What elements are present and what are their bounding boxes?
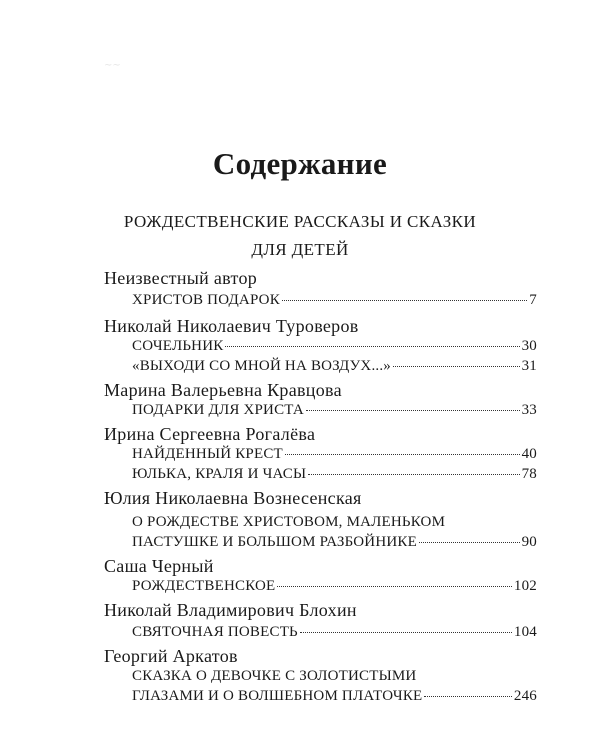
section-heading-line-2: ДЛЯ ДЕТЕЙ (251, 240, 349, 259)
toc-entry-page: 30 (521, 338, 537, 354)
toc-author: Неизвестный автор (104, 268, 258, 288)
toc-entry-page: 78 (521, 466, 537, 482)
leader-dots (285, 454, 520, 455)
toc-entry-page: 90 (521, 534, 537, 550)
toc-author: Георгий Аркатов (104, 646, 238, 666)
leader-dots (306, 410, 520, 411)
toc-entry-page: 104 (513, 624, 537, 640)
toc-entry-title-line-1: СКАЗКА О ДЕВОЧКЕ С ЗОЛОТИСТЫМИ (132, 668, 417, 684)
toc-entry[interactable] (132, 358, 537, 375)
toc-entry[interactable] (132, 446, 537, 463)
toc-entry[interactable] (132, 624, 537, 641)
toc-entry[interactable] (132, 688, 537, 705)
toc-entry[interactable] (132, 466, 537, 483)
toc-author: Саша Черный (104, 556, 214, 576)
leader-dots (308, 474, 519, 475)
section-heading-line-1: РОЖДЕСТВЕНСКИЕ РАССКАЗЫ И СКАЗКИ (123, 212, 477, 231)
leader-dots (393, 366, 520, 367)
toc-entry-title-line-1: О РОЖДЕСТВЕ ХРИСТОВОМ, МАЛЕНЬКОМ (132, 514, 446, 530)
toc-entry-title: ПОДАРКИ ДЛЯ ХРИСТА (132, 402, 304, 418)
toc-entry-page: 40 (521, 446, 537, 462)
toc-entry-title: РОЖДЕСТВЕНСКОЕ (132, 578, 276, 594)
page-artifact: ∼∼ (104, 60, 121, 71)
leader-dots (225, 346, 519, 347)
leader-dots (277, 586, 511, 587)
toc-entry-title: НАЙДЕННЫЙ КРЕСТ (132, 446, 283, 462)
toc-entry-title: СВЯТОЧНАЯ ПОВЕСТЬ (132, 624, 298, 640)
leader-dots (424, 696, 511, 697)
toc-entry-title: ХРИСТОВ ПОДАРОК (132, 292, 280, 308)
toc-entry[interactable] (132, 402, 537, 419)
toc-entry-page: 31 (521, 358, 537, 374)
toc-author: Николай Николаевич Туроверов (104, 316, 359, 336)
toc-author: Юлия Николаевна Вознесенская (104, 488, 362, 508)
toc-entry-page: 7 (529, 292, 537, 308)
leader-dots (419, 542, 520, 543)
toc-entry[interactable] (132, 578, 537, 595)
leader-dots (282, 300, 527, 301)
toc-entry-title: «ВЫХОДИ СО МНОЙ НА ВОЗДУХ...» (132, 358, 391, 374)
toc-entry-title: ПАСТУШКЕ И БОЛЬШОМ РАЗБОЙНИКЕ (132, 534, 417, 550)
page-title: Содержание (212, 146, 388, 181)
toc-entry[interactable] (132, 534, 537, 551)
toc-entry[interactable] (132, 338, 537, 355)
toc-entry[interactable] (132, 292, 537, 309)
leader-dots (300, 632, 512, 633)
toc-author: Николай Владимирович Блохин (104, 600, 357, 620)
toc-entry-page: 33 (521, 402, 537, 418)
toc-author: Марина Валерьевна Кравцова (104, 380, 342, 400)
toc-entry-page: 102 (513, 578, 537, 594)
toc-entry-page: 246 (513, 688, 537, 704)
toc-entry-title: ГЛАЗАМИ И О ВОЛШЕБНОМ ПЛАТОЧКЕ (132, 688, 423, 704)
toc-entry-title: СОЧЕЛЬНИК (132, 338, 224, 354)
toc-author: Ирина Сергеевна Рогалёва (104, 424, 316, 444)
toc-entry-title: ЮЛЬКА, КРАЛЯ И ЧАСЫ (132, 466, 307, 482)
